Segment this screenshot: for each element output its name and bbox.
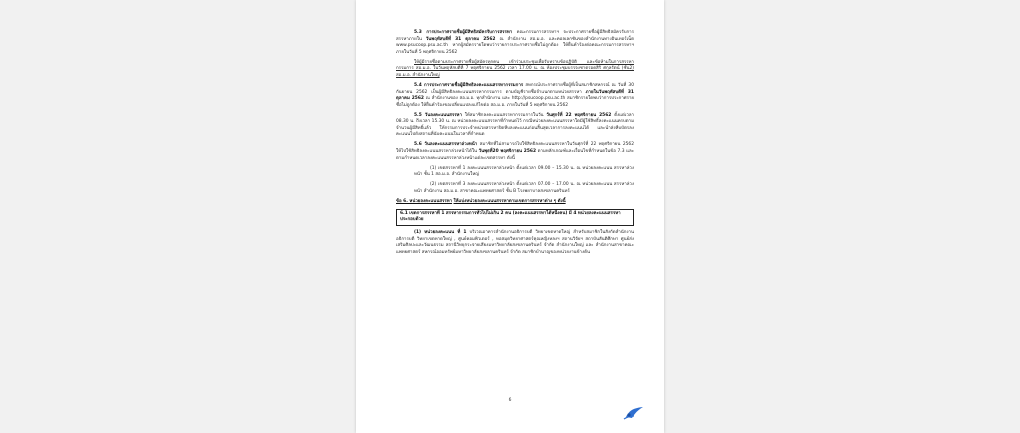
section-6-1-box: 6.1 เขตการสรรหาที่ 1 สรรหากรรมการทั่วไปไม่เกิน 2 คน (ลงคะแนนสรรหาได้หนึ่งคน) มี 4 หน่วยลงคะแนนสรรหา ประกอบด้วย (396, 209, 634, 226)
section-5-5-body: ให้สมาชิกลงคะแนนสรรหากรรมการในวัน (464, 112, 544, 118)
psucoop-logo-icon (623, 404, 645, 420)
section-5-4-heading: 5.4 การประกาศรายชื่อผู้มีสิทธิลงคะแนนสรรหากรรมการ (414, 82, 524, 88)
unit-1-label: (1) หน่วยลงคะแนน ที่ 1 (414, 229, 467, 235)
section-5-6 (396, 142, 634, 162)
section-5-6-rest: ตามหลักเกณฑ์และเงื่อนไขที่กำหนดในข้อ 7.3 และตามกำหนดเวลาลงคะแนนสรรหาล่วงหน้าแต่ละเขตสรรหา ดังนี้ (396, 149, 634, 161)
section-5-3-underlined: ให้ผู้มีรายชื่อตามประกาศรายชื่อผู้สมัครทุกคน เข้าร่วมประชุมเพื่อรับทราบข้อปฏิบัติ และข้อห้ามในการสรรหากรรมการ สอ.ม.อ. ในวันพฤหัสบดีที่ 7 พฤศจิกายน 2562 เวลา 17.00 น. ณ ห้องประชุมบรรจงชาตรอดสิริ ศกุลรัตน์ (ชั้น2) สอ.ม.อ. สำนักงานใหญ่ (396, 59, 634, 78)
section-5-5-heading: 5.5 วันลงคะแนนสรรหา (414, 112, 462, 118)
page-number: 6 (508, 398, 512, 403)
section-5-6-item-2: (2) เขตสรรหาที่ 3 ลงคะแนนสรรหาล่วงหน้า ตั้งแต่เวลา 07.00 – 17.00 น. ณ หน่วยลงคะแนน สรรหาล่วงหน้า สำนักงาน สอ.ม.อ. สาขาคณะแพทยศาสตร์ ชั้น B โรงพยาบาลสงขลานครินทร์ (414, 182, 634, 194)
section-5-4-date: ภายในวันพฤหัสบดีที่ 31 ตุลาคม 2562 (396, 89, 634, 102)
section-5-5-rest: ตั้งแต่เวลา 08.30 น. ถึงเวลา 15.30 น. ณ หน่วยลงคะแนนสรรหาที่กำหนดไว้ กรณีหน่วยลงคะแนนสรรหาใดมีผู้ใช้สิทธิ์ลงคะแนนครบตามจำนวนผู้มีสิทธิ์แล้ว ให้กรรมการประจำหน่วยสรรหาปิดหีบลงคะแนนก่อนสิ้นสุดเวลาการลงคะแนนได้ และนำส่งหีบบัตรลงคะแนนไปยังสถานที่นับคะแนนในเวลาที่กำหนด (396, 112, 634, 138)
document-body (396, 30, 634, 260)
section-6 (396, 199, 634, 206)
section-5-3 (396, 30, 634, 56)
section-6-heading: ข้อ 6. หน่วยลงคะแนนสรรหา (396, 198, 453, 204)
section-5-4-rest: ณ สำนักงานของ สอ.ม.อ. ทุกสำนักงาน และ http://psucoop.psu.ac.th สมาชิกรายใดพบว่าการประกาศรายชื่อไม่ถูกต้อง ให้ยื่นคำร้องขอเปลี่ยนแปลงแก้ไขต่อ สอ.ม.อ. ภายในวันที่ 5 พฤศจิกายน 2562 (396, 96, 634, 108)
section-5-4 (396, 83, 634, 109)
section-6-1-unit-1 (396, 230, 634, 256)
unit-1-body: บริเวณอาคารสำนักงานอธิการบดี วิทยาเขตหาดใหญ่ สำหรับสมาชิกในสังกัดสำนักงานอธิการบดี วิทยาเขตหาดใหญ่ , ศูนย์คอมพิวเตอร์ , หอสมุดวิทยาศาสตร์คุณหญิงหลงฯ สถานวิจัยฯ สถาบันสันติศึกษา ศูนย์ส่งเสริมศิลปะและวัฒนธรรม สถานีวิทยุกระจายเสียงมหาวิทยาลัยสงขลานครินทร์ จำกัด สำนักงานใหญ่ และ สำนักงานสาขาคณะแพทยศาสตร์ สหกรณ์ออมทรัพย์มหาวิทยาลัยสงขลานครินทร์ จำกัด สมาชิกบำนาญของหน่วยงานข้างต้น (396, 229, 634, 255)
section-5-3-body: คณะกรรมการสรรหาฯ จะประกาศรายชื่อผู้มีสิทธิสมัครรับการสรรหาภายใน (396, 30, 634, 42)
section-5-3-date: วันพฤหัสบดีที่ 31 ตุลาคม 2562 (425, 36, 496, 42)
section-5-5-date: วันศุกร์ที่ 22 พฤศจิกายน 2562 (546, 112, 612, 118)
section-5-4-body: สหกรณ์ประกาศรายชื่อผู้ที่เป็นสมาชิกสหกรณ์ ณ วันที่ 30 กันยายน 2562 เป็นผู้มีสิทธิลงคะแนนสรรหากรรมการ ตามบัญชีรายชื่อจำแนกตามหน่วยสรรหา (396, 82, 634, 95)
section-5-6-heading: 5.6 วันลงคะแนนสรรหาล่วงหน้า (414, 142, 478, 148)
document-page (356, 0, 664, 433)
section-5-6-item-1: (1) เขตสรรหาที่ 1 ลงคะแนนสรรหาล่วงหน้า ตั้งแต่เวลา 09.00 – 15.30 น. ณ หน่วยลงคะแนน สรรหาล่วงหน้า ชั้น 1 สอ.ม.อ. สำนักงานใหญ่ (414, 165, 634, 178)
section-5-5 (396, 113, 634, 139)
section-5-6-date: วันพุธที่20 พฤศจิกายน 2562 (478, 149, 537, 155)
section-5-3-rest: ณ สำนักงาน สอ.ม.อ. และคอลเลกชันของสำนักงานทางอินเทอร์เน็ต www.psucoop.psu.ac.th หากผู้สมัครรายใดพบว่ารายการประกาศรายชื่อไม่ถูกต้อง ให้ยื่นคำร้องต่อคณะกรรมการสรรหาฯ ภายในวันที่ 5 พฤศจิกายน 2562 (396, 36, 634, 55)
section-5-6-body: สมาชิกที่ไม่สามารถไปใช้สิทธิลงคะแนนสรรหาในวันศุกร์ที่ 22 พฤศจิกายน 2562 ให้ไปใช้สิทธิลงคะแนนสรรหาล่วงหน้าได้ใน (396, 142, 634, 155)
section-6-body: ให้แบ่งหน่วยลงคะแนนสรรหาตามเขตการสรรหาต่าง ๆ ดังนี้ (453, 198, 566, 204)
section-5-3-heading: 5.3 การประกาศรายชื่อผู้มีสิทธิสมัครรับการสรรหา (414, 30, 513, 35)
